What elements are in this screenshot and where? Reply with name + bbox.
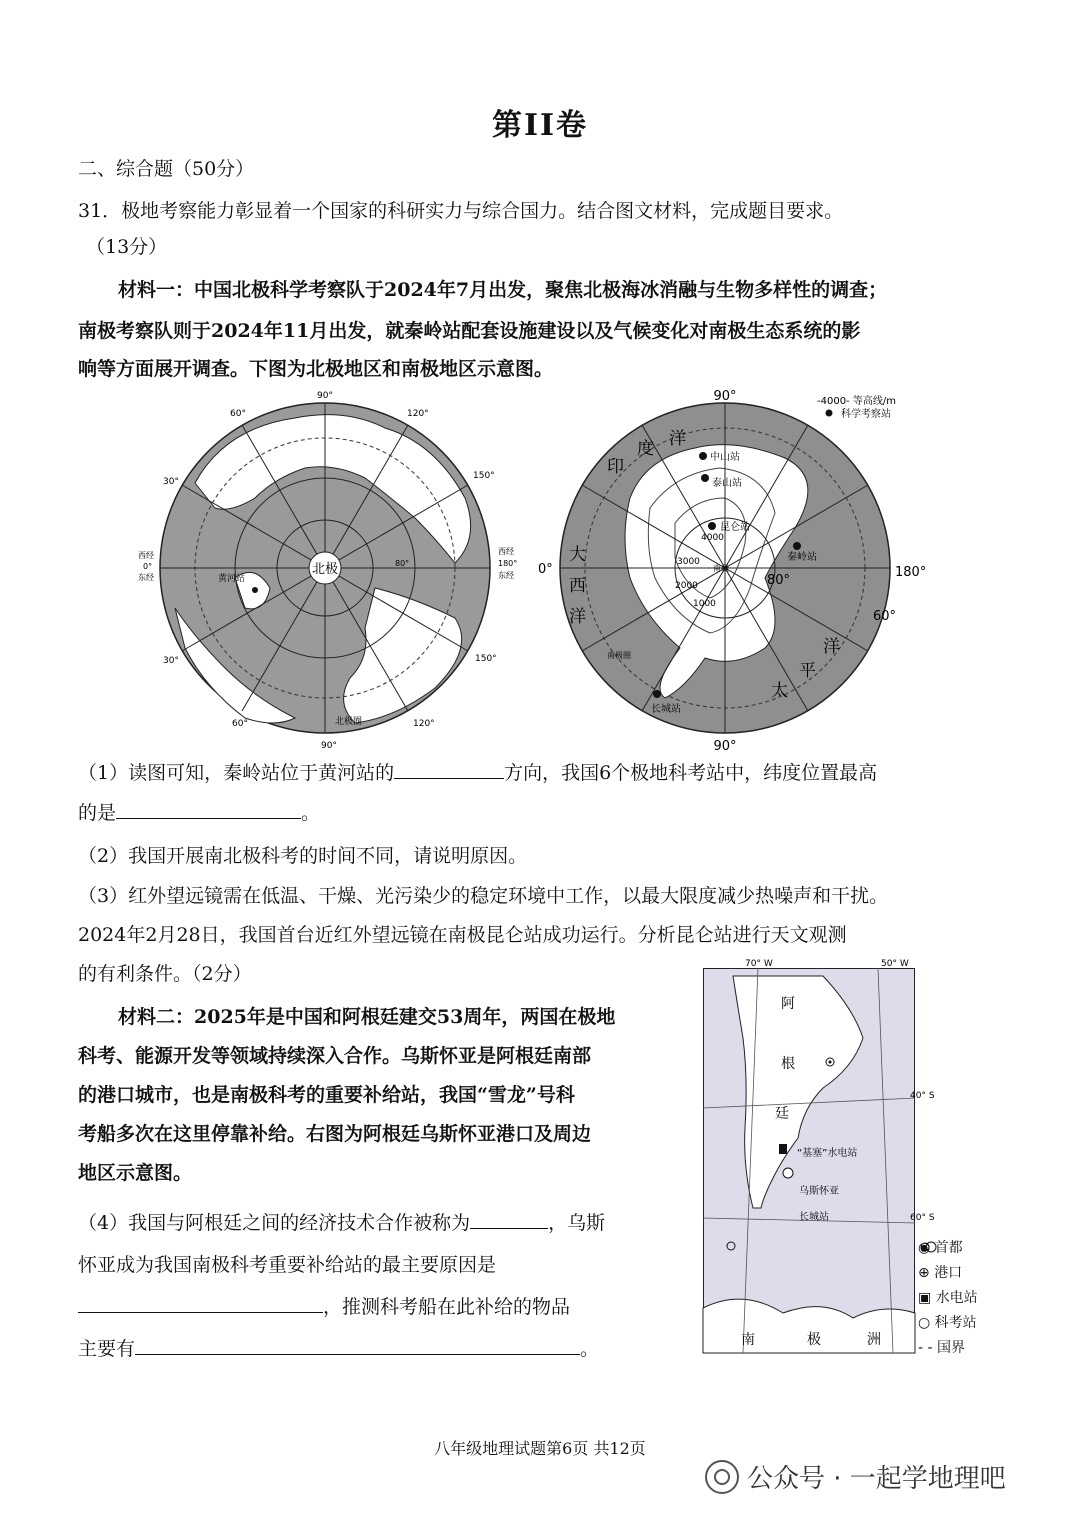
pacific-ocean-char: 洋 xyxy=(823,637,840,657)
indian-ocean-char: 洋 xyxy=(669,429,686,449)
legend-dam: ▣ 水电站 xyxy=(918,1290,978,1306)
taishan-station-label: 泰山站 xyxy=(712,478,742,489)
atlantic-ocean-char: 洋 xyxy=(569,607,586,627)
q4-blank-cooperation[interactable] xyxy=(470,1210,548,1229)
q4-line3: ，推测科考船在此补给的物品 xyxy=(78,1294,570,1320)
antarctica-char: 极 xyxy=(807,1332,821,1348)
east-label: 东经 xyxy=(138,573,154,582)
contour-label: 2000 xyxy=(675,581,698,591)
q3-line1: （3）红外望远镜需在低温、干燥、光污染少的稳定环境中工作，以最大限度减少热噪声和干扰。 xyxy=(78,885,889,907)
contour-label: 4000 xyxy=(701,533,724,543)
pacific-ocean-char: 平 xyxy=(799,661,816,681)
antarctic-circle-label: 南极圈 xyxy=(607,651,631,660)
south-america-map xyxy=(703,959,935,1353)
huanghe-station-dot xyxy=(252,587,258,593)
q1-blank-direction[interactable] xyxy=(394,760,504,779)
contour-label: 3000 xyxy=(677,557,700,567)
legend-contour: -4000- 等高线/m xyxy=(817,396,896,407)
lon-label: 120° xyxy=(407,409,429,419)
lon-label: 60° xyxy=(230,409,246,419)
material2-line2: 科考、能源开发等领域持续深入合作。乌斯怀亚是阿根廷南部 xyxy=(78,1045,592,1067)
lon-label: 60° xyxy=(232,719,248,729)
kunlun-station-label: 昆仑站 xyxy=(720,522,750,533)
lon-left-label: 0° xyxy=(538,562,553,577)
antarctica-char: 洲 xyxy=(867,1332,881,1348)
argentina-char: 廷 xyxy=(775,1106,789,1122)
lon-top-label: 90° xyxy=(713,389,737,404)
q1-blank-station[interactable] xyxy=(116,800,301,819)
wechat-icon xyxy=(705,1460,739,1494)
q4-blank-reason[interactable] xyxy=(78,1294,323,1313)
lon-label: 150° xyxy=(473,471,495,481)
port-icon xyxy=(783,1168,793,1178)
legend-station: ○ 科考站 xyxy=(918,1315,977,1331)
legend-capital: ◉ 首都 xyxy=(918,1240,963,1256)
lon-60-label: 60° xyxy=(873,609,897,624)
huanghe-station-label: 黄河站 xyxy=(218,574,246,584)
changcheng-station-label: 长城站 xyxy=(651,704,681,715)
q4-line1: （4）我国与阿根廷之间的经济技术合作被称为 ，乌斯 xyxy=(78,1212,606,1234)
page-footer: 八年级地理试题第6页 共12页 xyxy=(434,1439,646,1458)
dam-icon xyxy=(779,1144,787,1154)
lon-right-label: 180° xyxy=(895,565,927,580)
lon-label: 120° xyxy=(413,719,435,729)
section-heading: 二、综合题（50分） xyxy=(78,158,255,180)
lon-50w-label: 50° W xyxy=(881,959,909,969)
indian-ocean-char: 印 xyxy=(607,457,624,477)
atlantic-ocean-char: 西 xyxy=(569,576,586,596)
arctic-map xyxy=(135,388,535,753)
material2-line4: 考船多次在这里停靠补给。右图为阿根廷乌斯怀亚港口及周边 xyxy=(78,1123,592,1145)
material2-line1: 材料二：2025年是中国和阿根廷建交53周年，两国在极地 xyxy=(118,1006,616,1028)
east-label: 东经 xyxy=(498,571,514,580)
lon-label: 150° xyxy=(475,654,497,664)
legend-station: 科学考察站 xyxy=(841,409,891,420)
lat-label: 80° xyxy=(395,559,410,568)
zero-label: 0° xyxy=(143,562,153,571)
q1-line1: （1）读图可知，秦岭站位于黄河站的 方向，我国6个极地科考站中，纬度位置最高 xyxy=(78,762,878,784)
q3-line2: 2024年2月28日，我国首台近红外望远镜在南极昆仑站成功运行。分析昆仑站进行天文观测 xyxy=(78,924,847,946)
material2-line5: 地区示意图。 xyxy=(78,1162,193,1184)
west-label: 西经 xyxy=(498,547,514,556)
north-pole-label: 北极 xyxy=(311,562,339,577)
lon-180-label: 180° xyxy=(498,559,518,568)
pacific-ocean-char: 太 xyxy=(771,681,788,701)
lon-bottom-label: 90° xyxy=(713,739,737,754)
west-label: 西经 xyxy=(138,551,154,560)
arctic-circle-label: 北极圈 xyxy=(335,717,363,727)
q1-line2: 的是 。 xyxy=(78,802,321,824)
legend-border: - - 国界 xyxy=(918,1340,966,1356)
watermark: 公众号 · 一起学地理吧 xyxy=(705,1458,1006,1495)
q31-score: （13分） xyxy=(86,236,168,258)
zhongshan-station-label: 中山站 xyxy=(710,452,740,463)
lat-80-label: 80° xyxy=(767,573,791,588)
q3-line3: 的有利条件。（2分） xyxy=(78,963,252,985)
contour-label: 1000 xyxy=(693,599,716,609)
lat-60s-label: 60° S xyxy=(910,1213,935,1223)
material1-line1: 材料一：中国北极科学考察队于2024年7月出发，聚焦北极海冰消融与生物多样性的调查； xyxy=(118,279,888,301)
lon-label: 90° xyxy=(317,391,333,401)
lon-70w-label: 70° W xyxy=(745,959,773,969)
indian-ocean-char: 度 xyxy=(637,439,654,459)
lat-40s-label: 40° S xyxy=(910,1091,935,1101)
port-label: 乌斯怀亚 xyxy=(799,1186,839,1197)
antarctica-char: 南 xyxy=(741,1332,755,1348)
dam-label: “基塞”水电站 xyxy=(797,1148,858,1159)
atlantic-ocean-char: 大 xyxy=(569,545,586,565)
lon-label: 90° xyxy=(321,741,337,751)
q2-text: （2）我国开展南北极科考的时间不同，请说明原因。 xyxy=(78,845,528,867)
antarctic-map xyxy=(535,388,930,753)
material1-line2: 南极考察队则于2024年11月出发，就秦岭站配套设施建设以及气候变化对南极生态系统的影 xyxy=(78,320,861,342)
q4-blank-supplies[interactable] xyxy=(135,1336,580,1355)
south-pole-label: 南极 xyxy=(713,564,729,573)
lon-label: 30° xyxy=(163,477,179,487)
material1-line3: 响等方面展开调查。下图为北极地区和南极地区示意图。 xyxy=(78,358,554,380)
changcheng-label: 长城站 xyxy=(799,1212,829,1223)
q4-line2: 怀亚成为我国南极科考重要补给站的最主要原因是 xyxy=(78,1254,497,1276)
legend-port: ⊕ 港口 xyxy=(918,1265,963,1281)
sa-map-legend xyxy=(918,1236,978,1361)
lon-label: 30° xyxy=(163,656,179,666)
q31-stem: 31．极地考察能力彰显着一个国家的科研实力与综合国力。结合图文材料，完成题目要求。 xyxy=(78,200,844,222)
q4-line4: 主要有 。 xyxy=(78,1338,600,1360)
qinling-station-label: 秦岭站 xyxy=(787,552,817,563)
argentina-char: 根 xyxy=(781,1056,795,1072)
argentina-char: 阿 xyxy=(781,996,795,1012)
material2-line3: 的港口城市，也是南极科考的重要补给站，我国“雪龙”号科 xyxy=(78,1084,575,1106)
page-title: 第II卷 xyxy=(491,108,589,143)
